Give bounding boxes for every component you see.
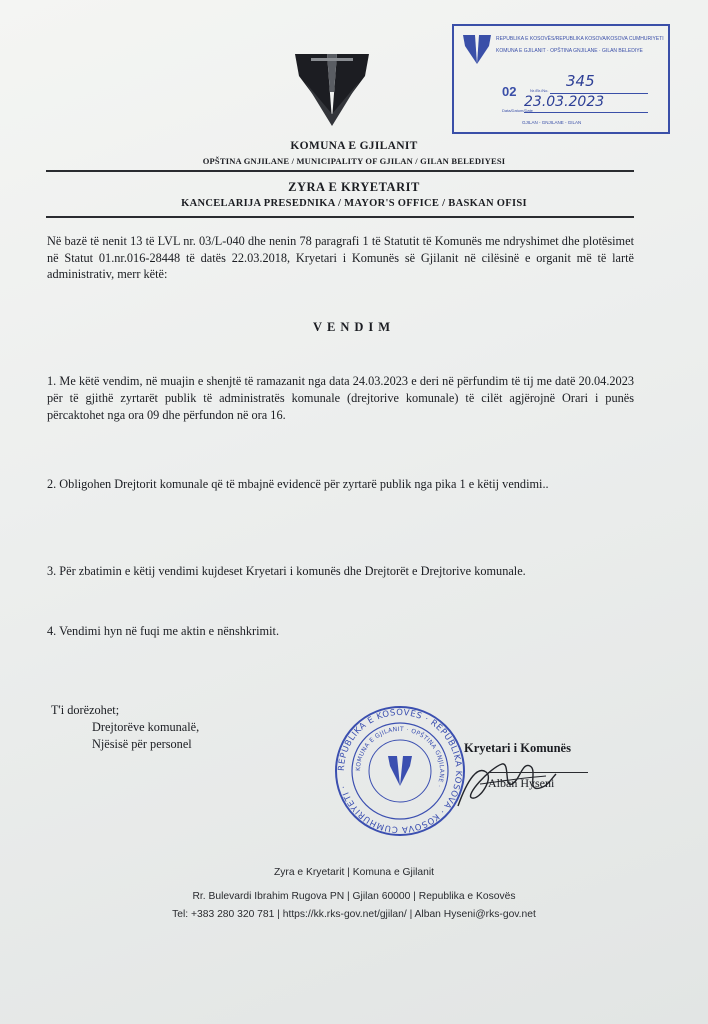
footer-contact: Tel: +383 280 320 781 | https://kk.rks-gov.net/gjilan/ | Alban Hyseni@rks-gov.net (172, 909, 536, 920)
crest-icon (462, 34, 492, 68)
municipality-name: KOMUNA E GJILANIT (290, 140, 418, 152)
decision-point: 3. Për zbatimin e këtij vendimi kujdeset Kryetari i komunës dhe Drejtorët e Drejtorive komunale. (47, 564, 526, 578)
decision-point: 2. Obligohen Drejtorit komunale që të mbajnë evidencë për zyrtarë publik nga pika 1 e këtij vendimi.. (47, 477, 549, 491)
svg-text:KOMUNA E GJILANIT · OPŠTINA GN: KOMUNA E GJILANIT · OPŠTINA GNJILANE · (354, 725, 446, 789)
signature-line (488, 772, 588, 773)
office-title: ZYRA E KRYETARIT (288, 180, 420, 194)
decision-point: 4. Vendimi hyn në fuqi me aktin e nënshkrimit. (47, 624, 280, 638)
decision-title: VENDIM (312, 320, 396, 334)
stamp-line (524, 112, 648, 113)
stamp-header-line: KOMUNA E GJILANIT · OPŠTINA GNJILANE · GILAN BELEDIYE (496, 48, 643, 54)
stamp-header-line: REPUBLIKA E KOSOVËS/REPUBLIKA KOSOVA/KOSOVA CUMHURIYETI (496, 36, 664, 42)
stamp-number: 345 (566, 72, 595, 90)
recipient-item: Drejtorëve komunalë, (92, 720, 200, 734)
gjilan-crest-icon (293, 52, 371, 132)
svg-text:REPUBLIKA E KOSOVËS · REPUBLIK: REPUBLIKA E KOSOVËS · REPUBLIKA KOSOVA · KOSOVA CUMHURIYETI · (336, 707, 464, 835)
recipients-label: T'i dorëzohet; (51, 703, 120, 717)
stamp-number-label: Nr./Br./No. (530, 88, 549, 93)
stamp-prefix: 02 (502, 84, 517, 99)
office-subtitle: KANCELARIJA PRESEDNIKA / MAYOR'S OFFICE / BASKAN OFISI (181, 198, 527, 209)
municipality-subtitle: OPŠTINA GNJILANE / MUNICIPALITY OF GJILAN / GILAN BELEDIYESI (202, 156, 506, 166)
recipient-item: Njësisë për personel (92, 737, 192, 751)
footer-address: Rr. Bulevardi Ibrahim Rugova PN | Gjilan 60000 | Republika e Kosovës (192, 891, 516, 902)
decision-point: 1. Me këtë vendim, në muajin e shenjtë të ramazanit nga data 24.03.2023 e deri në përfundim të tij me datë 20.04.2023 për të gjithë zyrtarët publik të administratës komunale (drejtorive komunale) të cilët agjërojnë Orari i punës përcaktohet nga ora 09 dhe përfundon në ora 16. (47, 374, 634, 422)
round-official-seal-icon (333, 704, 467, 838)
signer-title: Kryetari i Komunës (464, 741, 571, 755)
stamp-date: 23.03.2023 (524, 94, 605, 110)
header-rule (46, 216, 634, 218)
signer-name: Alban Hyseni (488, 776, 555, 790)
stamp-date-label: Data/Datum/Date (502, 108, 533, 113)
intro-paragraph: Në bazë të nenit 13 të LVL nr. 03/L-040 dhe nenin 78 paragrafi 1 të Statutit të Komunës me ndryshimet dhe plotësimet në Statut 01.nr.016-28448 të datës 22.03.2018, Kryetari i Komunës së Gjilanit në cilësinë e organit më të lartë administrativ, merr këtë: (47, 234, 634, 281)
stamp-place: GJILAN - GNJILANE - GILAN (522, 120, 582, 125)
footer-line: Zyra e Kryetarit | Komuna e Gjilanit (273, 867, 435, 878)
header-rule (46, 170, 634, 172)
registry-stamp (452, 24, 670, 134)
